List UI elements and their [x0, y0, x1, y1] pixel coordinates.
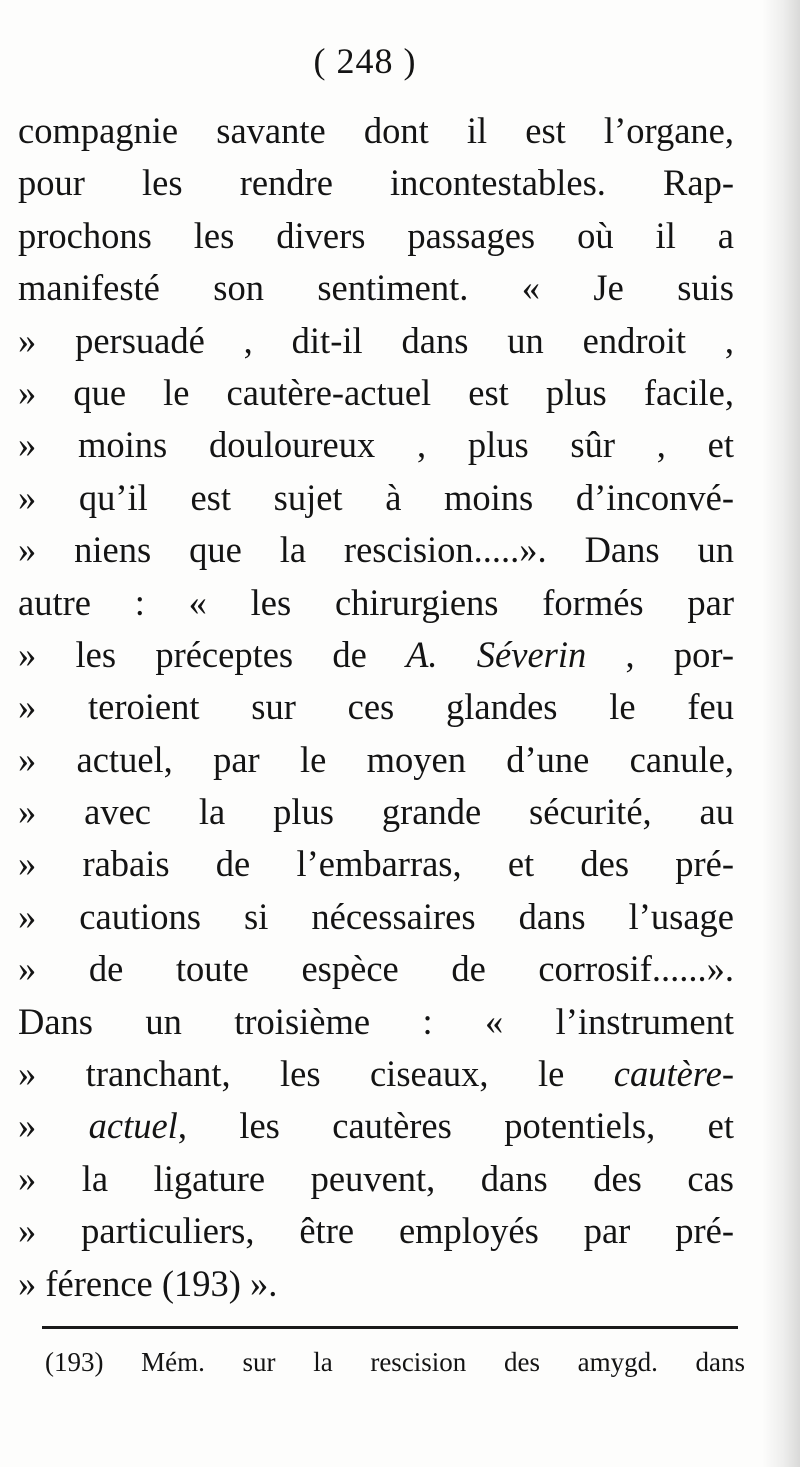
text-line — [18, 472, 734, 524]
text-segment: » particuliers, être employés par pré- — [18, 1210, 734, 1252]
footnote: (193) Mém. sur la rescision des amygd. dans — [45, 1347, 745, 1377]
text-line — [18, 315, 734, 367]
text-segment: autre : « les chirurgiens formés par — [18, 581, 734, 623]
text-segment: » teroient sur ces glandes le feu — [18, 686, 734, 728]
text-line — [18, 105, 734, 157]
text-line — [18, 786, 734, 838]
text-segment: » — [18, 1105, 89, 1147]
text-line — [18, 157, 734, 209]
text-segment: » actuel, par le moyen d’une canule, — [18, 738, 734, 780]
text-line — [18, 1205, 734, 1257]
text-line — [18, 524, 734, 576]
text-segment: compagnie savante dont il est l’organe, — [18, 110, 734, 151]
text-segment: » qu’il est sujet à moins d’inconvé- — [18, 476, 734, 518]
text-segment: » persuadé , dit-il dans un endroit , — [18, 319, 734, 361]
text-segment: pour les rendre incontestables. Rap- — [18, 162, 734, 204]
text-segment: » moins douloureux , plus sûr , et — [18, 424, 734, 466]
text-segment: » niens que la rescision.....». Dans un — [18, 529, 734, 571]
text-line — [18, 210, 734, 262]
text-segment: , por- — [586, 633, 734, 675]
text-line — [18, 996, 734, 1048]
text-segment: » cautions si nécessaires dans l’usage — [18, 895, 734, 937]
text-line — [18, 1100, 734, 1152]
text-line — [18, 577, 734, 629]
italic-text-segment: cautère- — [613, 1053, 734, 1095]
text-line — [18, 367, 734, 419]
text-line — [18, 1048, 734, 1100]
text-segment: » férence (193) ». — [18, 1262, 278, 1304]
text-segment: » les préceptes de — [18, 633, 407, 675]
text-segment: » tranchant, les ciseaux, le — [18, 1053, 614, 1095]
text-segment: » que le cautère-actuel est plus facile, — [18, 371, 734, 413]
page-edge-shadow — [762, 0, 800, 1467]
text-segment: , les cautères potentiels, et — [177, 1105, 734, 1147]
text-line — [18, 681, 734, 733]
body-text — [18, 105, 734, 1310]
text-segment: Dans un troisième : « l’instrument — [18, 1000, 734, 1042]
page-number: ( 248 ) — [313, 41, 417, 81]
footnote-rule — [42, 1326, 738, 1329]
text-segment: manifesté son sentiment. « Je suis — [18, 267, 734, 309]
text-line — [18, 629, 734, 681]
text-line — [18, 1258, 734, 1310]
text-segment: » la ligature peuvent, dans des cas — [18, 1157, 734, 1199]
text-line — [18, 891, 734, 943]
text-line — [18, 419, 734, 471]
text-line — [18, 838, 734, 890]
text-line — [18, 262, 734, 314]
italic-text-segment: A. Séverin — [406, 633, 587, 675]
text-segment: prochons les divers passages où il a — [18, 214, 734, 256]
text-line — [18, 734, 734, 786]
text-segment: » rabais de l’embarras, et des pré- — [18, 843, 734, 885]
text-segment: » avec la plus grande sécurité, au — [18, 791, 734, 833]
text-line — [18, 1153, 734, 1205]
italic-text-segment: actuel — [88, 1105, 178, 1147]
text-segment: » de toute espèce de corrosif......». — [18, 948, 734, 990]
text-line — [18, 943, 734, 995]
